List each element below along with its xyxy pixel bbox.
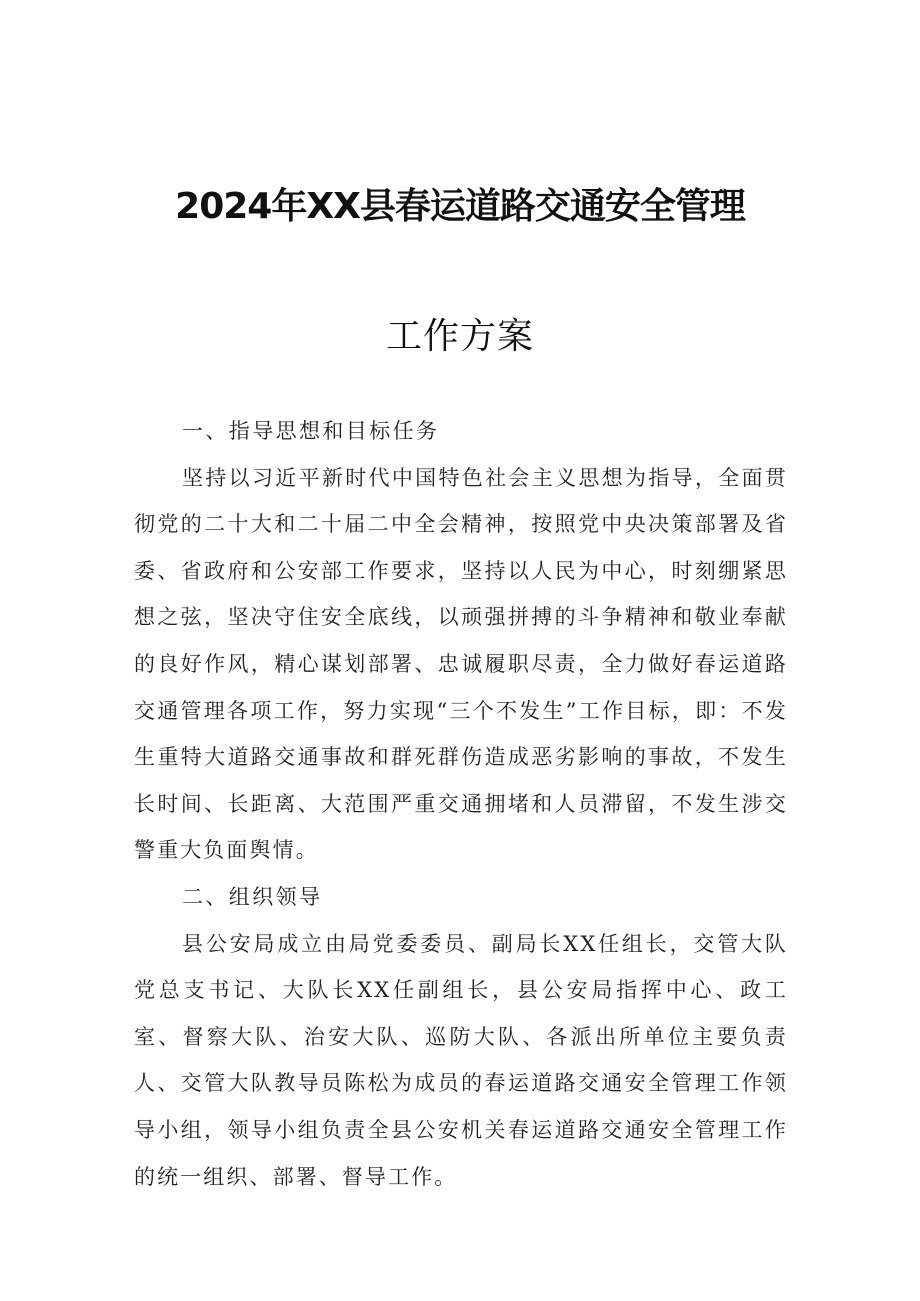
section-paragraph-guiding-ideology: 坚持以习近平新时代中国特色社会主义思想为指导，全面贯彻党的二十大和二十届二中全会精神，按照党中央决策部署及省委、省政府和公安部工作要求，坚持以人民为中心，时刻绷紧思想之弦，坚决守住安全底线，以顽强拼搏的斗争精神和敬业奉献的良好作风，精心谋划部署、忠诚履职尽责，全力做好春运道路交通管理各项工作，努力实现“三个不发生”工作目标，即：不发生重特大道路交通事故和群死群伤造成恶劣影响的事故，不发生长时间、长距离、大范围严重交通拥堵和人员滞留，不发生涉交警重大负面舆情。 bbox=[134, 465, 788, 863]
section-paragraph-organization-leadership: 县公安局成立由局党委委员、副局长XX任组长，交管大队党总支书记、大队长XX任副组长，县公安局指挥中心、政工室、督察大队、治安大队、巡防大队、各派出所单位主要负责人、交管大队教导员陈松为成员的春运道路交通安全管理工作领导小组，领导小组负责全县公安机关春运道路交通安全管理工作的统一组织、部署、督导工作。 bbox=[134, 931, 788, 1189]
document-title-line-1: 2024年XX县春运道路交通安全管理 bbox=[175, 186, 745, 227]
section-heading-organization-leadership: 二、组织领导 bbox=[182, 884, 323, 909]
document-body bbox=[134, 408, 788, 1200]
section-heading-guiding-ideology: 一、指导思想和目标任务 bbox=[182, 419, 440, 443]
document-title-line-2: 工作方案 bbox=[385, 316, 534, 357]
